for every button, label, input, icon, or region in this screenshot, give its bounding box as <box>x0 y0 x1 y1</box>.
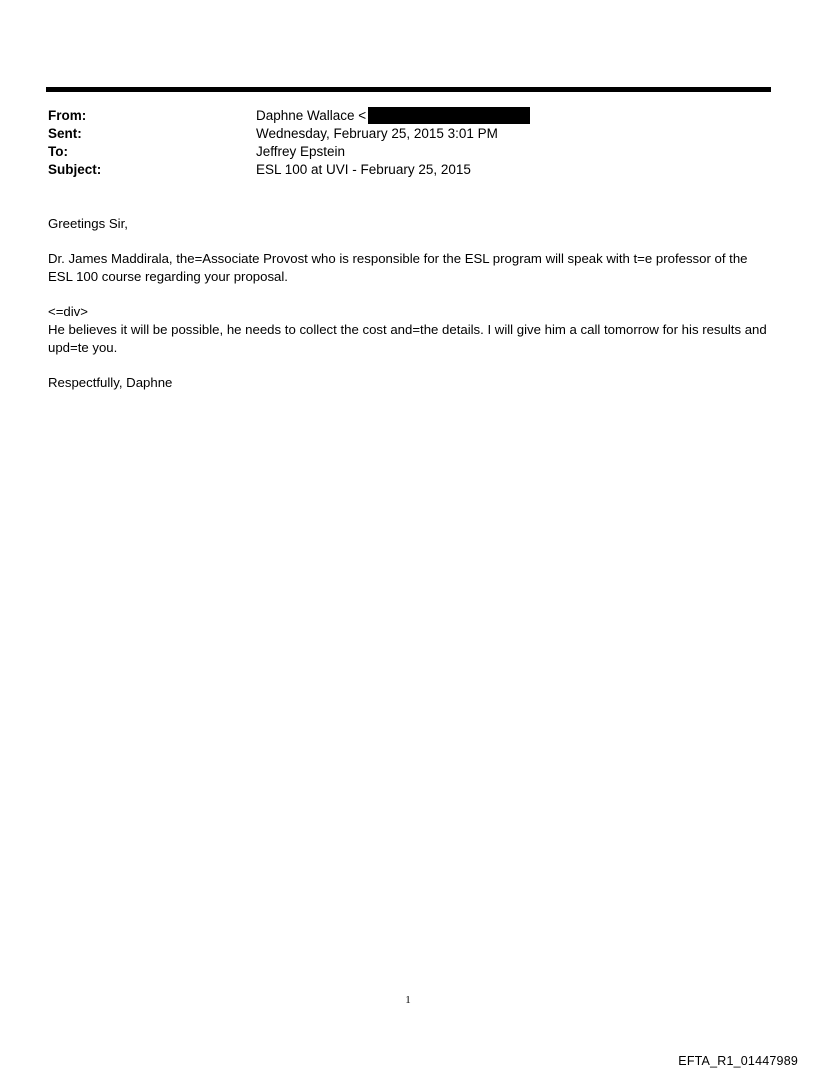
to-label: To: <box>48 144 68 159</box>
header-divider <box>46 87 771 92</box>
subject-row <box>48 161 768 179</box>
from-row <box>48 107 768 125</box>
subject-value: ESL 100 at UVI - February 25, 2015 <box>256 162 471 177</box>
greeting: Greetings Sir, <box>48 216 128 231</box>
redaction-block <box>368 107 530 124</box>
page-number: 1 <box>405 994 411 1006</box>
body-paragraph-2: He believes it will be possible, he needs to collect the cost and=the details. I will give him a call tomorrow for his results and upd=te you. <box>48 322 767 355</box>
from-label: From: <box>48 108 87 123</box>
sent-label: Sent: <box>48 126 82 141</box>
email-body <box>48 215 770 409</box>
from-sender: Daphne Wallace < <box>256 108 367 123</box>
sent-row <box>48 125 768 143</box>
div-tag-line: <=div> <box>48 304 88 319</box>
document-id: EFTA_R1_01447989 <box>678 1054 798 1068</box>
signoff: Respectfully, Daphne <box>48 375 173 390</box>
body-paragraph-1: Dr. James Maddirala, the=Associate Provost who is responsible for the ESL program will speak with t=e professor of the ESL 100 course regarding your proposal. <box>48 251 748 284</box>
from-value <box>256 107 768 125</box>
email-header <box>48 107 768 179</box>
sent-value: Wednesday, February 25, 2015 3:01 PM <box>256 126 498 141</box>
to-value: Jeffrey Epstein <box>256 144 346 159</box>
subject-label: Subject: <box>48 162 102 177</box>
to-row <box>48 143 768 161</box>
